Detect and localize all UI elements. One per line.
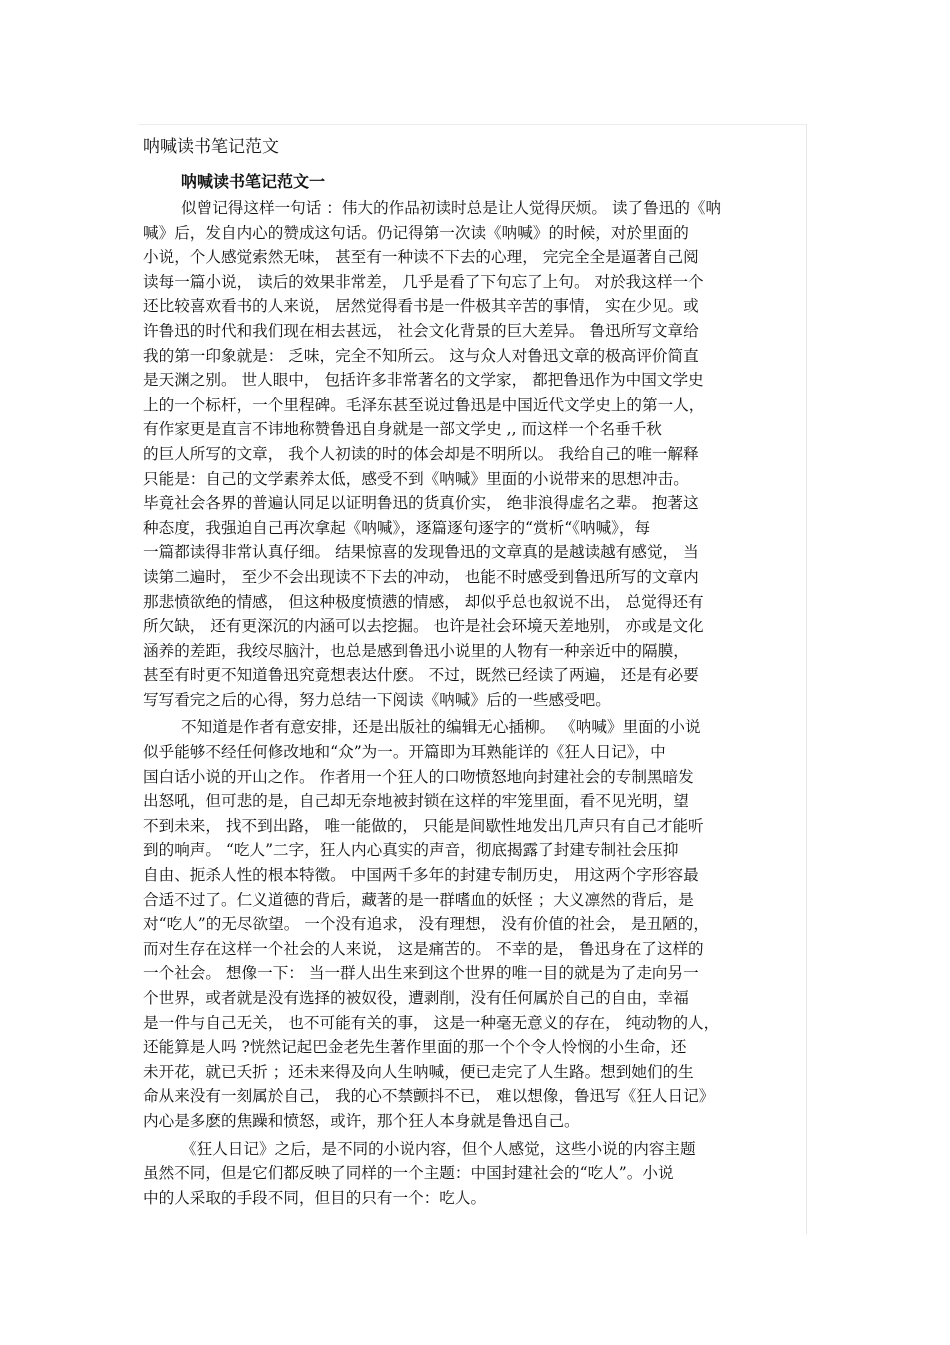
paragraph: [143, 1137, 806, 1211]
text-line: 是天渊之别。 世人眼中， 包括许多非常著名的文学家， 都把鲁迅作为中国文学史: [143, 371, 704, 390]
document-body: [143, 134, 806, 1210]
text-line: 上的一个标杆，一个里程碑。毛泽东甚至说过鲁迅是中国近代文学史上的第一人，: [143, 395, 705, 414]
text-line: 喊》后，发自内心的赞成这句话。仍记得第一次读《呐喊》的时候，对於里面的: [143, 223, 689, 242]
text-line: 个世界，或者就是没有选择的被奴役，遭剥削，没有任何属於自己的自由，幸福: [143, 989, 689, 1007]
text-line: 中的人采取的手段不同，但目的只有一个：吃人。: [143, 1188, 487, 1207]
text-line: 国白话小说的开山之作。 作者用一个狂人的口吻愤怒地向封建社会的专制黑暗发: [143, 767, 694, 786]
text-line: 不到未来， 找不到出路， 唯一能做的， 只能是间歇性地发出几声只有自己才能听: [143, 816, 704, 835]
text-line: 还比较喜欢看书的人来说， 居然觉得看书是一件极其辛苦的事情， 实在少见。或: [143, 297, 699, 316]
text-line: 未开花，就已夭折 ；还未来得及向人生呐喊，便已走完了人生路。想到她们的生: [143, 1062, 694, 1081]
text-line: 自由、扼杀人性的根本特徵。 中国两千多年的封建专制历史， 用这两个字形容最: [143, 866, 699, 885]
text-line: 涵养的差距，我绞尽脑汁，也总是感到鲁迅小说里的人物有一种亲近中的隔膜，: [143, 641, 689, 660]
text-line: 种态度，我强迫自己再次拿起《呐喊》，逐篇逐句逐字的“赏析“《呐喊》，每: [143, 518, 651, 537]
paragraph-list: [143, 196, 806, 1210]
text-line: 似曾记得这样一句话 ：伟大的作品初读时总是让人觉得厌烦。 读了鲁迅的《呐: [181, 199, 722, 217]
text-line: 到的响声。 “吃人”二字，狂人内心真实的声音，彻底揭露了封建专制社会压抑: [143, 841, 679, 860]
text-line: 不知道是作者有意安排，还是出版社的编辑无心插柳。 《呐喊》里面的小说: [181, 718, 701, 737]
text-line: 还能算是人吗 ?恍然记起巴金老先生著作里面的那一个个令人怜悯的小生命，还: [143, 1038, 687, 1057]
text-line: 甚至有时更不知道鲁迅究竟想表达什麽。 不过，既然已经读了两遍， 还是有必要: [143, 666, 699, 685]
text-line: 出怒吼，但可悲的是，自己却无奈地被封锁在这样的牢笼里面，看不见光明，望: [143, 792, 689, 811]
text-line: 我的第一印象就是： 乏味，完全不知所云。 这与众人对鲁迅文章的极高评价简直: [143, 346, 699, 365]
text-line: 那悲愤欲绝的情感， 但这种极度愤懑的情感， 却似乎总也叙说不出， 总觉得还有: [143, 592, 704, 611]
text-line: 合适不过了。仁义道德的背后，藏著的是一群嗜血的妖怪 ；大义凛然的背后，是: [143, 890, 694, 909]
text-line: 读每一篇小说， 读后的效果非常差， 几乎是看了下句忘了上句。 对於我这样一个: [143, 272, 704, 291]
text-line: 的巨人所写的文章， 我个人初读的时的体会却是不明所以。 我给自己的唯一解释: [143, 444, 699, 463]
text-line: 读第二遍时， 至少不会出现读不下去的冲动， 也能不时感受到鲁迅所写的文章内: [143, 567, 699, 586]
text-line: 有作家更是直言不讳地称赞鲁迅自身就是一部文学史 ,, 而这样一个名垂千秋: [143, 420, 662, 439]
text-line: 虽然不同，但是它们都反映了同样的一个主题：中国封建社会的“吃人”。小说: [143, 1164, 674, 1183]
text-line: 小说，个人感觉索然无味， 甚至有一种读不下去的心理， 完完全全是逼著自己阅: [143, 248, 699, 267]
text-line: 《狂人日记》之后，是不同的小说内容，但个人感觉，这些小说的内容主题: [181, 1139, 696, 1158]
text-line: 许鲁迅的时代和我们现在相去甚远， 社会文化背景的巨大差异。 鲁迅所写文章给: [143, 321, 699, 340]
text-line: 似乎能够不经任何修改地和“众”为一。开篇即为耳熟能详的《狂人日记》，中: [143, 743, 666, 762]
text-line: 而对生存在这样一个社会的人来说， 这是痛苦的。 不幸的是， 鲁迅身在了这样的: [143, 939, 704, 958]
text-line: 一个社会。 想像一下： 当一群人出生来到这个世界的唯一目的就是为了走向另一: [143, 964, 699, 983]
text-line: 内心是多麽的焦躁和愤怒，或许，那个狂人本身就是鲁迅自己。: [143, 1111, 580, 1130]
text-line: 对“吃人”的无尽欲望。 一个没有追求， 没有理想， 没有价值的社会， 是丑陋的，: [143, 915, 709, 934]
text-line: 命从来没有一刻属於自己， 我的心不禁颤抖不已， 难以想像，鲁迅写《狂人日记》: [143, 1087, 715, 1106]
text-line: 写写看完之后的心得，努力总结一下阅读《呐喊》后的一些感受吧。: [143, 690, 611, 709]
text-line: 一篇都读得非常认真仔细。 结果惊喜的发现鲁迅的文章真的是越读越有感觉， 当: [143, 543, 699, 562]
paragraph: [143, 196, 806, 712]
text-line: 所欠缺， 还有更深沉的内涵可以去挖掘。 也许是社会环境天差地别， 亦或是文化: [143, 617, 704, 636]
text-line: 是一件与自己无关， 也不可能有关的事， 这是一种毫无意义的存在， 纯动物的人，: [143, 1013, 720, 1032]
paragraph: [143, 715, 806, 1133]
text-line: 只能是：自己的文学素养太低，感受不到《呐喊》里面的小说带来的思想冲击。: [143, 469, 689, 488]
document-title: 呐喊读书笔记范文: [143, 137, 279, 157]
document-subtitle: 呐喊读书笔记范文一: [181, 172, 326, 191]
text-line: 毕竟社会各界的普遍认同足以证明鲁迅的货真价实， 绝非浪得虚名之辈。 抱著这: [143, 494, 699, 513]
